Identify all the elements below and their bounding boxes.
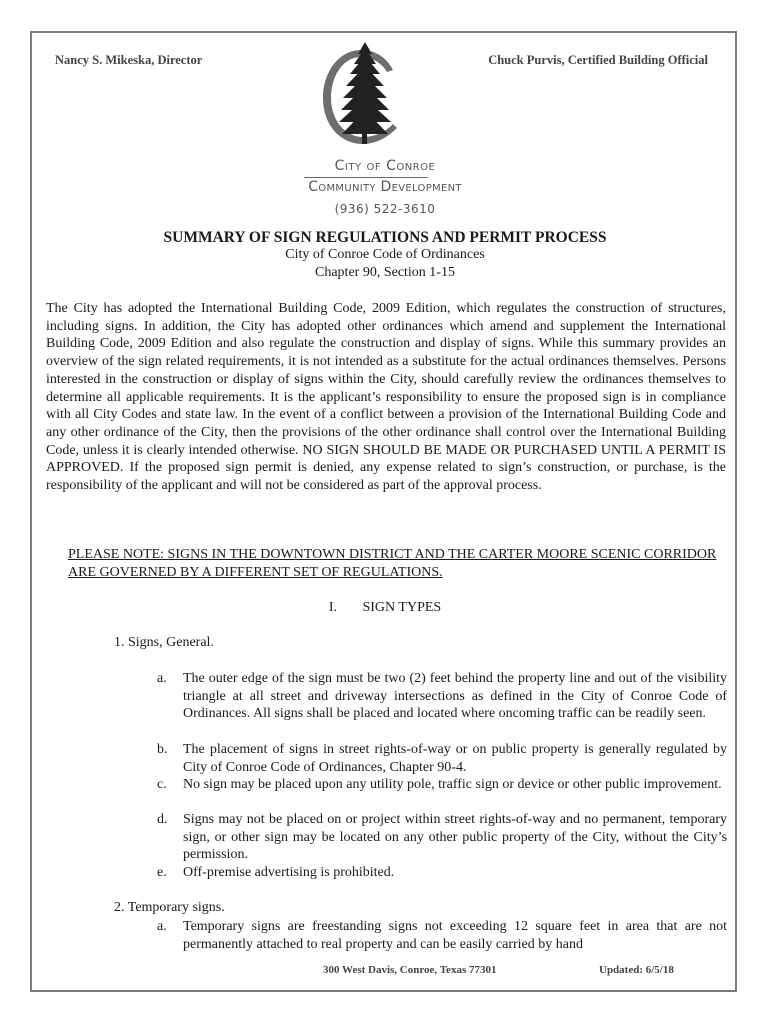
list-item-letter: e. <box>157 865 167 880</box>
list-item-text: Off-premise advertising is prohibited. <box>183 865 395 880</box>
section-number: I. <box>328 600 337 615</box>
footer-address: 300 West Davis, Conroe, Texas 77301 <box>323 964 497 976</box>
building-official-name: Chuck Purvis, Certified Building Official <box>488 53 708 67</box>
document-subtitle: City of Conroe Code of Ordinances <box>285 247 485 262</box>
list-item <box>157 918 727 953</box>
list-item-heading: 1. Signs, General. <box>114 635 214 650</box>
list-item <box>157 741 727 776</box>
org-phone: (936) 522-3610 <box>334 202 436 216</box>
list-item-text: Temporary signs are freestanding signs not exceeding 12 square feet in area that are not permanently attached to real property and can be easily carried by hand <box>183 919 727 952</box>
footer-updated: Updated: 6/5/18 <box>599 964 674 976</box>
list-item-letter: a. <box>157 919 167 934</box>
director-name: Nancy S. Mikeska, Director <box>55 53 203 67</box>
org-divider <box>304 177 428 178</box>
list-item-letter: a. <box>157 671 167 686</box>
list-item <box>157 670 727 723</box>
org-name-city: City of Conroe <box>334 158 436 174</box>
list-item-letter: c. <box>157 777 167 792</box>
list-item-heading: 2. Temporary signs. <box>114 900 225 915</box>
list-item-text: Signs may not be placed on or project within street rights-of-way and no permanent, temporary sign, or other sign may be located on any other public property of the City, without the City’s permission. <box>183 812 727 863</box>
list-item-text: The placement of signs in street rights-of-way or on public property is generally regulated by City of Conroe Code of Ordinances, Chapter 90-4. <box>183 742 727 775</box>
section-title: SIGN TYPES <box>362 600 442 615</box>
city-logo-tree-icon <box>315 40 415 150</box>
list-item-text: No sign may be placed upon any utility pole, traffic sign or device or other public improvement. <box>183 777 722 792</box>
list-item <box>157 811 727 864</box>
intro-paragraph: The City has adopted the International Building Code, 2009 Edition, which regulates the construction of structures, including signs. In addition, the City has adopted other ordinances which amend and supplement the International Building Code, 2009 Edition and also regulate the construction and display of signs. While this summary provides an overview of the sign related requirements, it is not intended as a substitute for the actual ordinances themselves. Persons interested in the construction or display of signs within the City, should carefully review the ordinances themselves to determine all applicable requirements. It is the applicant’s responsibility to ensure the proposed sign is in compliance with all City Codes and state law. In the event of a conflict between a provision of the International Building Code and any other ordinance of the City, then the provisions of the other ordinance shall control over the International Building Code, unless it is clearly intended otherwise. NO SIGN SHOULD BE MADE OR PURCHASED UNTIL A PERMIT IS APPROVED. If the proposed sign permit is denied, any expense related to sign’s construction, or purchase, is the responsibility of the applicant and will not be considered as part of the approval process. <box>46 301 726 494</box>
list-item-letter: b. <box>157 742 168 757</box>
document-title: SUMMARY OF SIGN REGULATIONS AND PERMIT PROCESS <box>163 229 607 246</box>
list-item <box>157 864 727 882</box>
list-item-letter: d. <box>157 812 168 827</box>
list-item-text: The outer edge of the sign must be two (2) feet behind the property line and out of the visibility triangle at all street and driveway intersections as defined in the City of Conroe Code of Ordinances. All signs shall be placed and located where oncoming traffic can be readily seen. <box>183 671 727 722</box>
please-note: PLEASE NOTE: SIGNS IN THE DOWNTOWN DISTRICT AND THE CARTER MOORE SCENIC CORRIDOR ARE GOVERNED BY A DIFFERENT SET OF REGULATIONS. <box>68 547 717 580</box>
document-chapter: Chapter 90, Section 1-15 <box>315 265 455 280</box>
org-name-department: Community Development <box>308 179 462 195</box>
list-item <box>157 776 727 794</box>
section-heading <box>0 600 770 616</box>
